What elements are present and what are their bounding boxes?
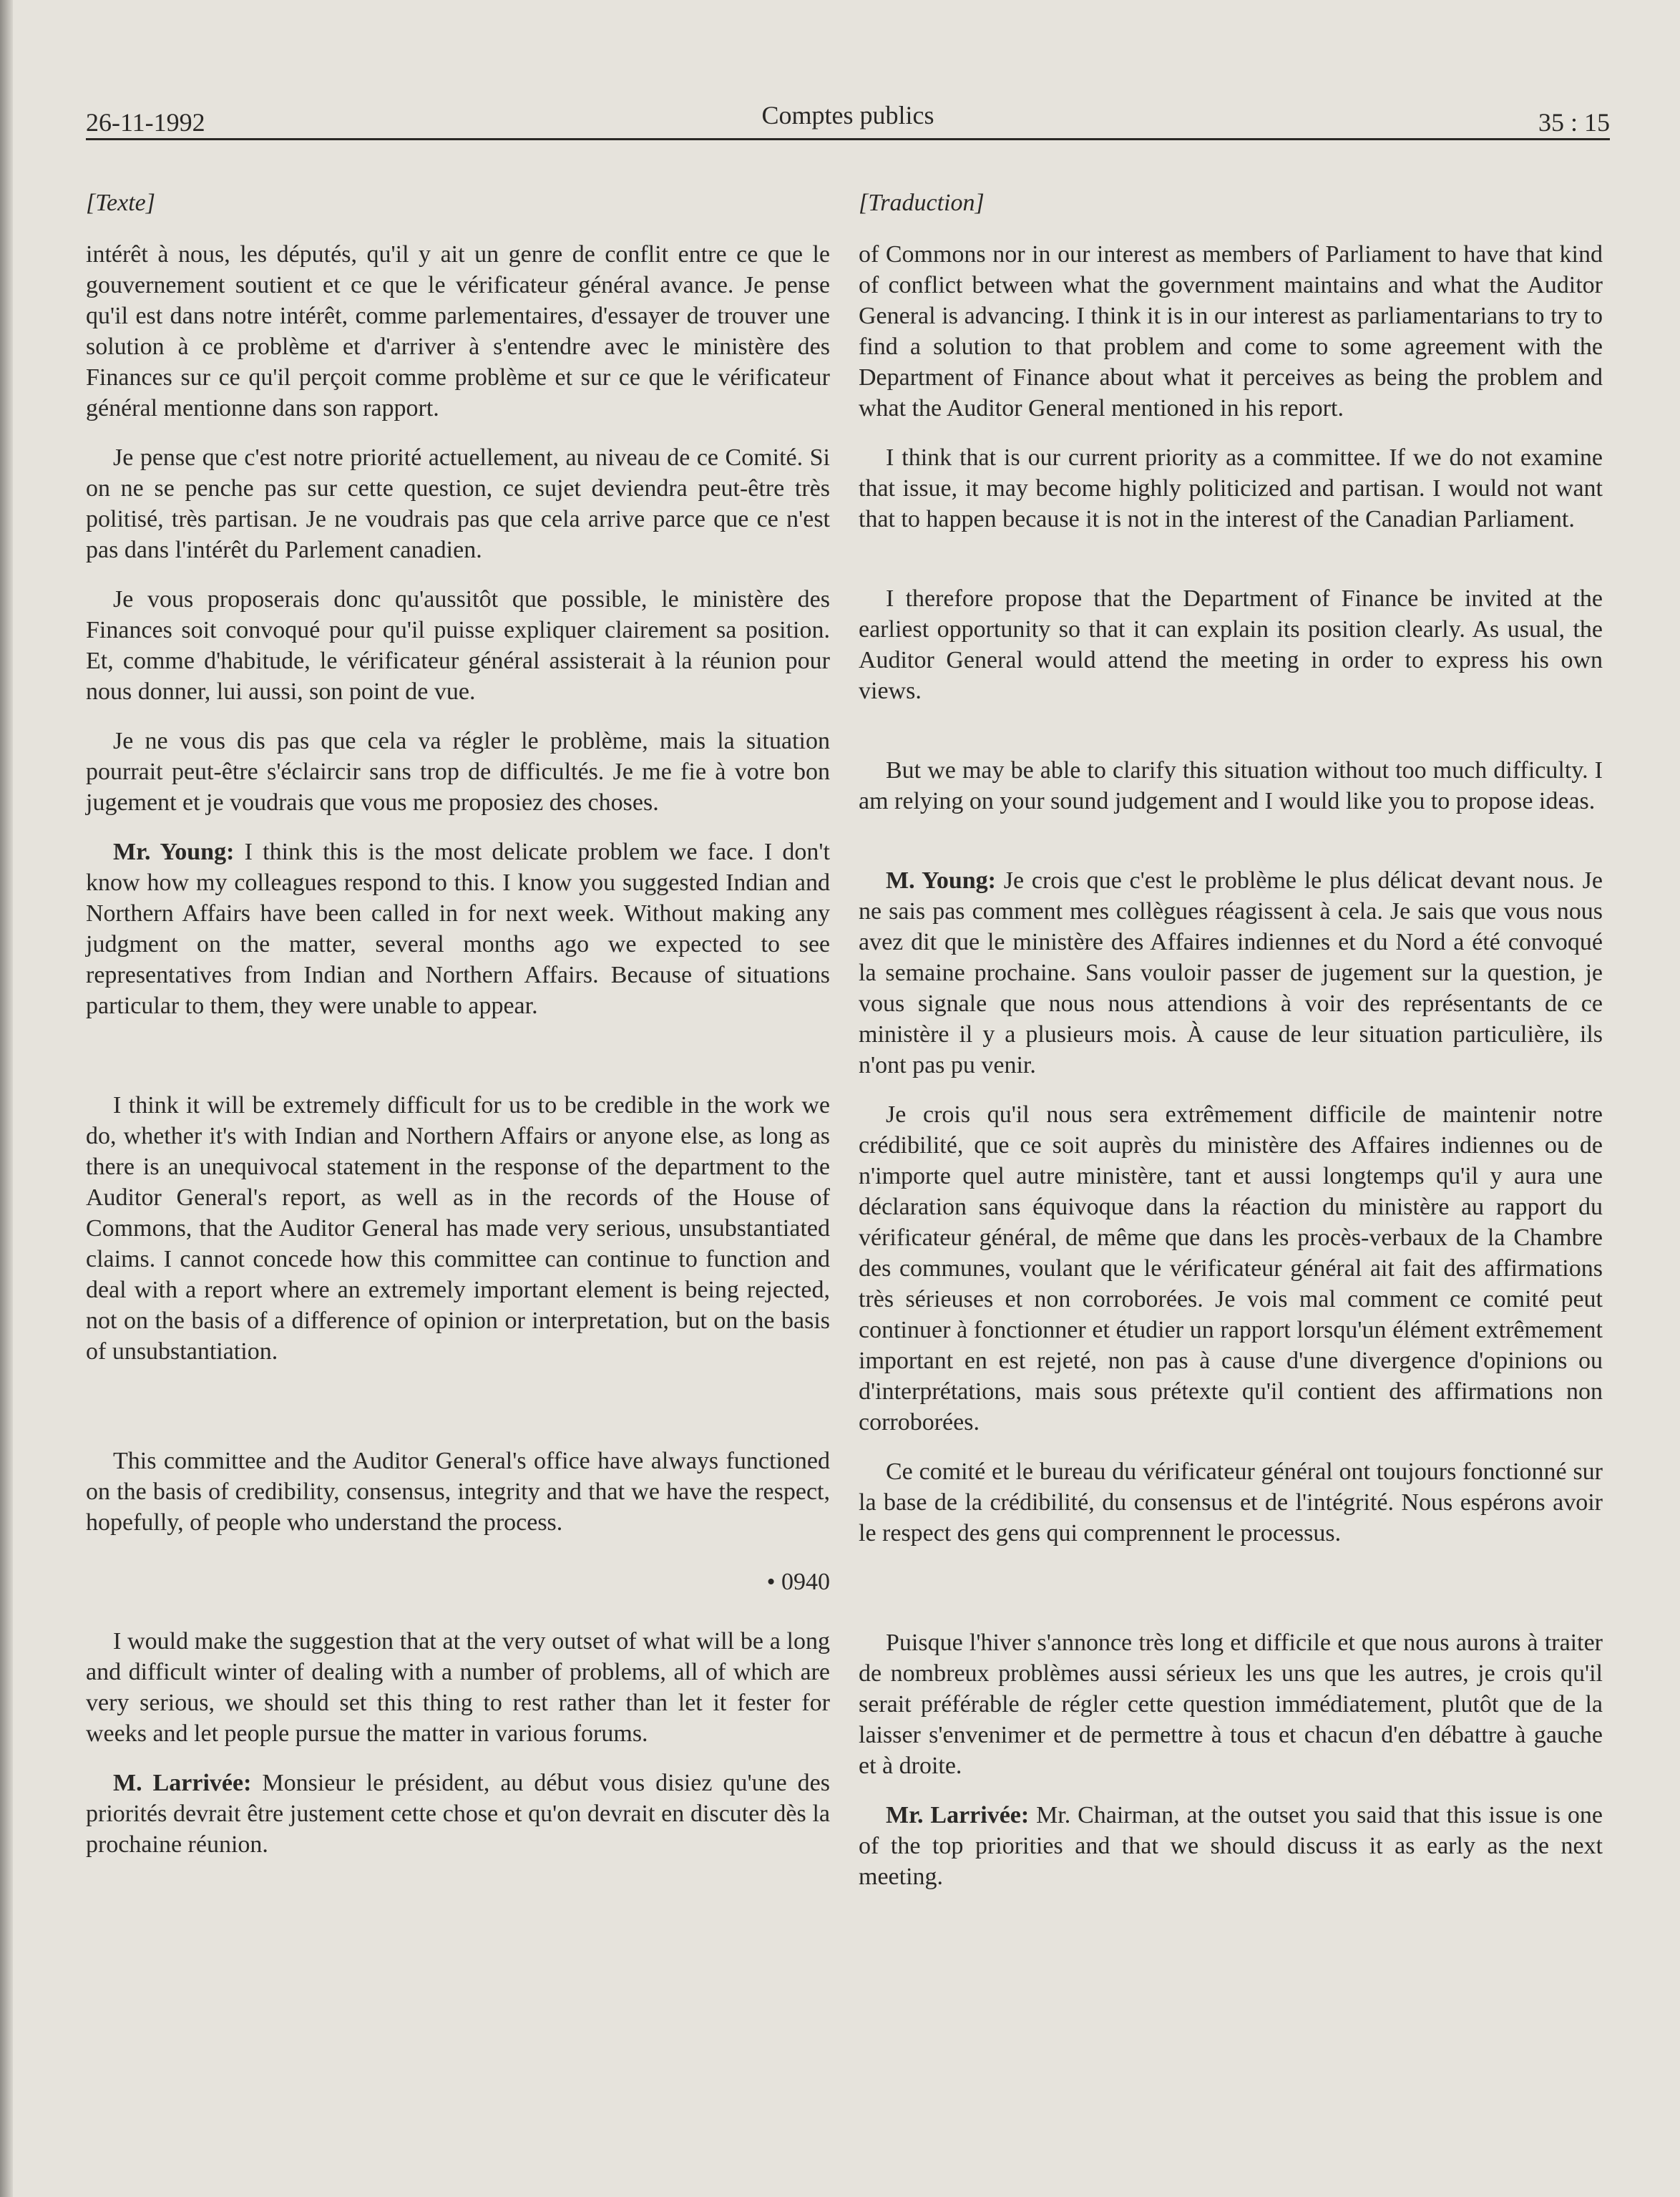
left-paragraph: I would make the suggestion that at the very outset of what will be a long and difficult winter of dealing with a number of problems, all of which are very serious, we should set this thing to rest rather than let it fester for weeks and let people pursue the matter in various forums. — [86, 1628, 830, 1747]
time-marker: • 0940 — [766, 1569, 830, 1595]
page-edge-shadow — [0, 0, 13, 2197]
page-header — [86, 100, 1610, 143]
header-page-number: 35 : 15 — [1538, 108, 1610, 137]
right-paragraph: I think that is our current priority as a committee. If we do not examine that issue, it may become highly politicized and partisan. I would not want that to happen because it is not in the interest of the Canadian Parliament. — [859, 444, 1603, 532]
left-paragraph: Je ne vous dis pas que cela va régler le problème, mais la situation pourrait peut-être s'éclaircir sans trop de difficultés. Je me fie à votre bon jugement et je voudrais que vous me proposiez des choses. — [86, 728, 830, 816]
speaker-name: Mr. Young: — [113, 839, 235, 865]
left-paragraph: I think it will be extremely difficult for us to be credible in the work we do, whether it's with Indian and Northern Affairs or anyone else, as long as there is an unequivocal statement in the response of the department to the Auditor General's report, as well as in the records of the House of Commons, that the Auditor General has made very serious, unsubstantiated claims. I cannot concede how this committee can continue to function and deal with a report where an extremely important element is being rejected, not on the basis of a difference of opinion or interpretation, but on the basis of unsubstantiation. — [86, 1092, 830, 1365]
right-section-label: [Traduction] — [859, 190, 985, 216]
header-title: Comptes publics — [761, 101, 934, 130]
left-column — [86, 187, 830, 1860]
left-speech-larrivee — [86, 1768, 830, 1860]
speech-text: Monsieur le président, au début vous disiez qu'une des priorités devrait être justement cette chose et qu'on devrait en discuter dès la prochaine réunion. — [86, 1770, 830, 1858]
speech-text: Mr. Chairman, at the outset you said that this issue is one of the top priorities and that we should discuss it as early as the next meeting. — [859, 1802, 1603, 1890]
left-paragraph: Je vous proposerais donc qu'aussitôt que possible, le ministère des Finances soit convoqué pour qu'il puisse expliquer clairement sa position. Et, comme d'habitude, le vérificateur général assisterait à la réunion pour nous donner, lui aussi, son point de vue. — [86, 586, 830, 705]
right-paragraph: Ce comité et le bureau du vérificateur général ont toujours fonctionné sur la base de la crédibilité, du consensus et de l'intégrité. Nous espérons avoir le respect des gens qui comprennent le processus. — [859, 1458, 1603, 1546]
left-paragraph: Je pense que c'est notre priorité actuellement, au niveau de ce Comité. Si on ne se penche pas sur cette question, ce sujet deviendra peut-être très politisé, très partisan. Je ne voudrais pas que cela arrive parce que ce n'est pas dans l'intérêt du Parlement canadien. — [86, 444, 830, 563]
right-paragraph: Puisque l'hiver s'annonce très long et difficile et que nous aurons à traiter de nombreux problèmes aussi sérieux les uns que les autres, je crois qu'il serait préférable de régler cette question immédiatement, plutôt que de la laisser s'envenimer et de permettre à tous et chacun d'en débattre à gauche et à droite. — [859, 1630, 1603, 1779]
header-rule — [86, 138, 1610, 140]
header-date: 26-11-1992 — [86, 108, 205, 137]
left-section-label: [Texte] — [86, 190, 155, 216]
left-paragraph: This committee and the Auditor General's office have always functioned on the basis of credibility, consensus, integrity and that we have the respect, hopefully, of people who understand the process. — [86, 1448, 830, 1536]
right-paragraph: I therefore propose that the Department of Finance be invited at the earliest opportunity so that it can explain its position clearly. As usual, the Auditor General would attend the meeting in order to express his own views. — [859, 585, 1603, 704]
right-paragraph: of Commons nor in our interest as members of Parliament to have that kind of conflict between what the government maintains and what the Auditor General is advancing. I think it is in our interest as parliamentarians to try to find a solution to that problem and come to some agreement with the Department of Finance about what it perceives as being the problem and what the Auditor General mentioned in his report. — [859, 241, 1603, 422]
speech-text: I think this is the most delicate problem we face. I don't know how my colleagues respond to this. I know you suggested Indian and Northern Affairs have been called in for next week. Without making any judgment on the matter, several months ago we expected to see representatives from Indian and Northern Affairs. Because of situations particular to them, they were unable to appear. — [86, 839, 830, 1019]
speaker-name: Mr. Larrivée: — [886, 1802, 1030, 1828]
speaker-name: M. Larrivée: — [113, 1770, 252, 1796]
right-column — [859, 187, 1603, 1892]
speech-text: Je crois que c'est le problème le plus délicat devant nous. Je ne sais pas comment mes collègues réagissent à cela. Je sais que vous nous avez dit que le ministère des Affaires indiennes et du Nord a été convoqué la semaine prochaine. Sans vouloir passer de jugement sur la question, je vous signale que nous nous attendions à voir des représentants de ce ministère il y a plusieurs mois. À cause de leur situation particulière, ils n'ont pas pu venir. — [859, 867, 1603, 1078]
right-speech-young — [859, 865, 1603, 1081]
right-speech-larrivee — [859, 1800, 1603, 1892]
left-speech-young — [86, 837, 830, 1021]
right-paragraph: Je crois qu'il nous sera extrêmement difficile de maintenir notre crédibilité, que ce soit auprès du ministère des Affaires indiennes ou de n'importe quel autre ministère, tant et aussi longtemps qu'il y aura une déclaration sans équivoque dans la réaction du ministère au rapport du vérificateur général, de même que dans les procès-verbaux de la Chambre des communes, voulant que le vérificateur général ait fait des affirmations très sérieuses et non corroborées. Je vois mal comment ce comité peut continuer à fonctionner et étudier un rapport lorsqu'un élément extrêmement important en est rejeté, non pas à cause d'une divergence d'opinions ou d'interprétations, mais sous prétexte qu'il contient des affirmations non corroborées. — [859, 1101, 1603, 1436]
left-paragraph: intérêt à nous, les députés, qu'il y ait un genre de conflit entre ce que le gouvernement soutient et ce que le vérificateur général avance. Je pense qu'il est dans notre intérêt, comme parlementaires, d'essayer de trouver une solution à ce problème et d'arriver à s'entendre avec le ministère des Finances sur ce qu'il perçoit comme problème et sur ce que le vérificateur général mentionne dans son rapport. — [86, 241, 830, 422]
right-paragraph: But we may be able to clarify this situation without too much difficulty. I am relying on your sound judgement and I would like you to propose ideas. — [859, 757, 1603, 814]
speaker-name: M. Young: — [886, 867, 997, 894]
